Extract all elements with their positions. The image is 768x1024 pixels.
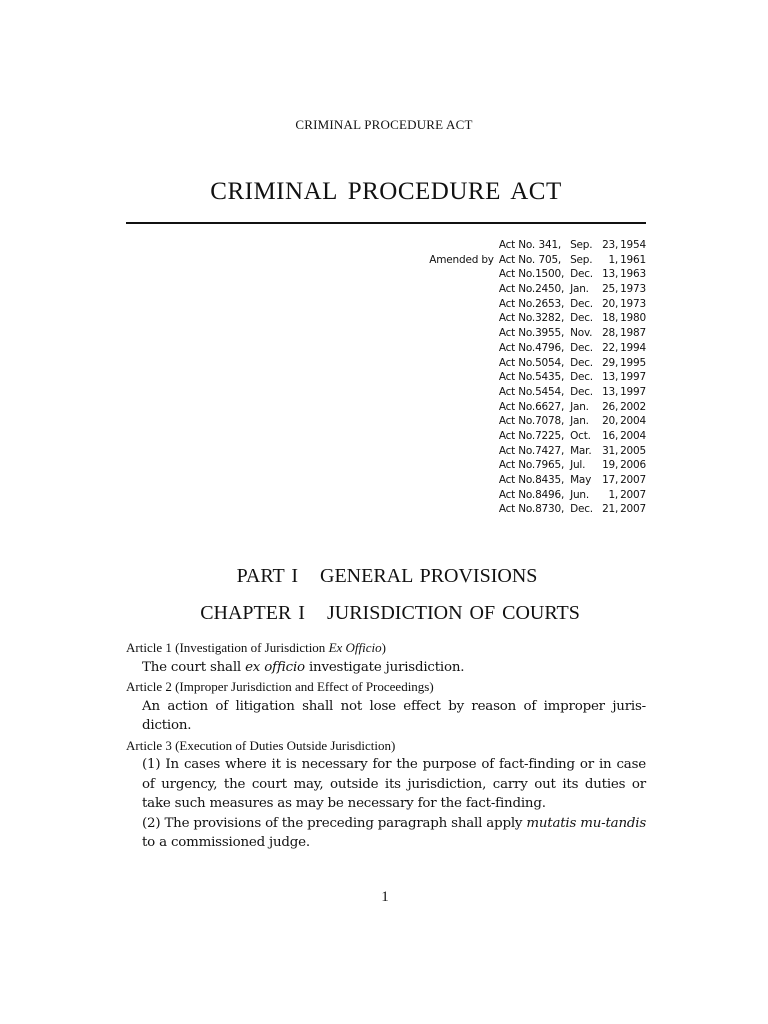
amendment-year: 1963 xyxy=(620,268,646,281)
amendment-month: Jan. xyxy=(570,283,589,296)
act-number: 2450, xyxy=(535,283,565,296)
act-label: Act No. xyxy=(498,415,536,428)
amendment-month: Nov. xyxy=(570,327,593,340)
amendment-day: 20, xyxy=(602,297,619,310)
amendment-entry xyxy=(380,238,646,253)
article-heading xyxy=(126,638,646,658)
amendment-month: Jan. xyxy=(570,415,589,428)
act-number: 5454, xyxy=(535,385,565,398)
act-label: Act No. xyxy=(498,488,536,501)
amendment-month: Jul. xyxy=(570,459,586,472)
amendment-entry xyxy=(380,326,646,341)
act-label: Act No. xyxy=(498,356,536,369)
act-label: Act No. xyxy=(498,253,536,266)
amendment-history xyxy=(380,238,646,517)
act-label: Act No. xyxy=(498,459,536,472)
amendment-day: 21, xyxy=(602,503,619,516)
amendment-year: 2006 xyxy=(620,459,646,472)
chapter-title: JURISDICTION OF COURTS xyxy=(326,602,580,624)
amendment-month: Oct. xyxy=(570,429,591,442)
article-caption: (Execution of Duties Outside Jurisdiction) xyxy=(175,737,396,753)
amendment-month: Dec. xyxy=(570,268,593,281)
amendment-year: 1987 xyxy=(620,327,646,340)
amendment-day: 20, xyxy=(602,415,619,428)
amendment-entry xyxy=(380,502,646,517)
act-number: 5435, xyxy=(535,371,565,384)
amendment-year: 2004 xyxy=(620,429,646,442)
act-label: Act No. xyxy=(498,503,536,516)
act-number: 7427, xyxy=(535,444,565,457)
amendment-month: Sep. xyxy=(570,239,593,251)
amendment-entry xyxy=(380,341,646,356)
body-emphasis: mutatis mu-tandis xyxy=(526,815,647,831)
page-number: 1 xyxy=(381,889,389,905)
act-label: Act No. xyxy=(498,283,536,296)
amendment-year: 1973 xyxy=(620,283,646,296)
amendment-entry xyxy=(380,458,646,473)
part-title: GENERAL PROVISIONS xyxy=(320,565,538,587)
part-heading xyxy=(0,565,768,588)
amendment-month: Sep. xyxy=(570,253,593,266)
chapter-heading xyxy=(0,602,768,625)
amendment-year: 2005 xyxy=(620,444,646,457)
act-number: 341, xyxy=(538,239,562,251)
amendment-year: 1997 xyxy=(620,385,646,398)
article-label: Article 3 xyxy=(126,737,172,753)
act-label: Act No. xyxy=(498,385,536,398)
act-label: Act No. xyxy=(498,444,536,457)
document-title: CRIMINAL PROCEDURE ACT xyxy=(210,178,562,205)
act-number: 7078, xyxy=(535,415,565,428)
body-emphasis: ex officio xyxy=(245,659,305,675)
amendment-year: 2004 xyxy=(620,415,646,428)
act-number: 2653, xyxy=(535,297,565,310)
amendment-entry xyxy=(380,311,646,326)
chapter-number: CHAPTER I xyxy=(200,602,305,624)
part-number: PART I xyxy=(236,565,298,587)
amendment-year: 1994 xyxy=(620,341,646,354)
article-caption: (Improper Jurisdiction and Effect of Proceedings) xyxy=(175,679,434,694)
amendment-day: 26, xyxy=(602,400,619,413)
caption-emphasis: Ex Officio xyxy=(328,640,382,655)
act-label: Act No. xyxy=(498,312,536,325)
amendment-day: 1, xyxy=(608,253,619,266)
amendment-day: 22, xyxy=(602,341,619,354)
amendment-day: 13, xyxy=(602,268,619,281)
amendment-entry xyxy=(380,282,646,297)
act-label: Act No. xyxy=(498,371,536,384)
amendment-day: 18, xyxy=(602,312,619,325)
amendment-month: Jan. xyxy=(570,400,589,413)
act-number: 3282, xyxy=(535,312,565,325)
amendment-month: Dec. xyxy=(570,312,593,325)
title-divider xyxy=(126,222,646,224)
act-label: Act No. xyxy=(498,327,536,340)
amendment-year: 1954 xyxy=(620,239,646,251)
act-number: 1500, xyxy=(535,268,565,281)
act-number: 7225, xyxy=(535,429,565,442)
amendment-day: 19, xyxy=(602,459,619,472)
act-label: Act No. xyxy=(498,400,536,413)
amendment-day: 1, xyxy=(608,488,619,501)
amendment-year: 2007 xyxy=(620,488,646,501)
act-number: 8496, xyxy=(535,488,565,501)
act-number: 8435, xyxy=(535,474,565,486)
amendment-year: 2002 xyxy=(620,400,646,413)
amendment-day: 13, xyxy=(602,385,619,398)
article-body: An action of litigation shall not lose effect by reason of improper juris-diction. xyxy=(142,698,646,733)
amendment-day: 13, xyxy=(602,371,619,384)
amendment-entry xyxy=(380,253,646,268)
amendment-day: 17, xyxy=(602,474,619,486)
amendment-day: 31, xyxy=(602,444,619,457)
amendment-entry xyxy=(380,385,646,400)
act-number: 3955, xyxy=(535,327,565,340)
article-heading xyxy=(126,677,646,697)
amendment-month: Mar. xyxy=(570,444,592,457)
article-paragraph: (2) The provisions of the preceding paragraph shall apply mutatis mu-tandis to a commissioned judge. xyxy=(142,815,647,850)
amendment-entry xyxy=(380,429,646,444)
act-label: Act No. xyxy=(498,341,536,354)
act-number: 705, xyxy=(538,253,562,266)
amendment-month: Dec. xyxy=(570,503,593,516)
act-label: Act No. xyxy=(498,268,536,281)
act-number: 7965, xyxy=(535,459,565,472)
amendment-day: 16, xyxy=(602,429,619,442)
amendment-entry xyxy=(380,473,646,488)
act-number: 4796, xyxy=(535,341,565,354)
amendment-year: 1961 xyxy=(620,253,646,266)
amendment-entry xyxy=(380,414,646,429)
amendment-entry xyxy=(380,488,646,503)
articles-section xyxy=(126,638,646,853)
amendment-month: Dec. xyxy=(570,385,593,398)
amendment-month: Dec. xyxy=(570,356,593,369)
amendment-month: Dec. xyxy=(570,297,593,310)
amendment-year: 1973 xyxy=(620,297,646,310)
act-label: Act No. xyxy=(498,474,536,486)
amendment-month: Dec. xyxy=(570,341,593,354)
amendment-day: 29, xyxy=(602,356,619,369)
amendment-entry xyxy=(380,297,646,312)
amendment-month: May xyxy=(570,474,592,486)
act-label: Act No. xyxy=(498,429,536,442)
amendment-entry xyxy=(380,356,646,371)
amendment-month: Jun. xyxy=(570,488,590,501)
act-label: Act No. xyxy=(498,239,536,251)
amendment-year: 1980 xyxy=(620,312,646,325)
article-label: Article 2 xyxy=(126,679,172,694)
amendment-month: Dec. xyxy=(570,371,593,384)
amendment-label: Amended by xyxy=(429,253,494,266)
amendment-entry xyxy=(380,400,646,415)
act-label: Act No. xyxy=(498,297,536,310)
amendment-day: 23, xyxy=(602,239,619,251)
article-paragraph: (1) In cases where it is necessary for the purpose of fact-finding or in case of urgency, the court may, outside its jurisdiction, carry out its duties or take such measures as may be necessary for the fact-finding. xyxy=(142,757,646,811)
act-number: 8730, xyxy=(535,503,565,516)
act-number: 5054, xyxy=(535,356,565,369)
act-number: 6627, xyxy=(535,400,565,413)
amendment-year: 1995 xyxy=(620,356,646,369)
amendment-year: 2007 xyxy=(620,474,646,486)
amendment-day: 25, xyxy=(602,283,619,296)
amendment-day: 28, xyxy=(602,327,619,340)
amendment-entry xyxy=(380,370,646,385)
article-label: Article 1 xyxy=(126,640,172,655)
amendment-year: 1997 xyxy=(620,371,646,384)
article-body: The court shall ex officio investigate jurisdiction. xyxy=(142,659,465,675)
amendment-year: 2007 xyxy=(620,503,646,516)
amendment-entry xyxy=(380,444,646,459)
running-header: CRIMINAL PROCEDURE ACT xyxy=(295,117,473,132)
article-caption: (Investigation of Jurisdiction Ex Officio) xyxy=(175,640,386,655)
article-heading xyxy=(126,736,646,756)
amendment-entry xyxy=(380,267,646,282)
